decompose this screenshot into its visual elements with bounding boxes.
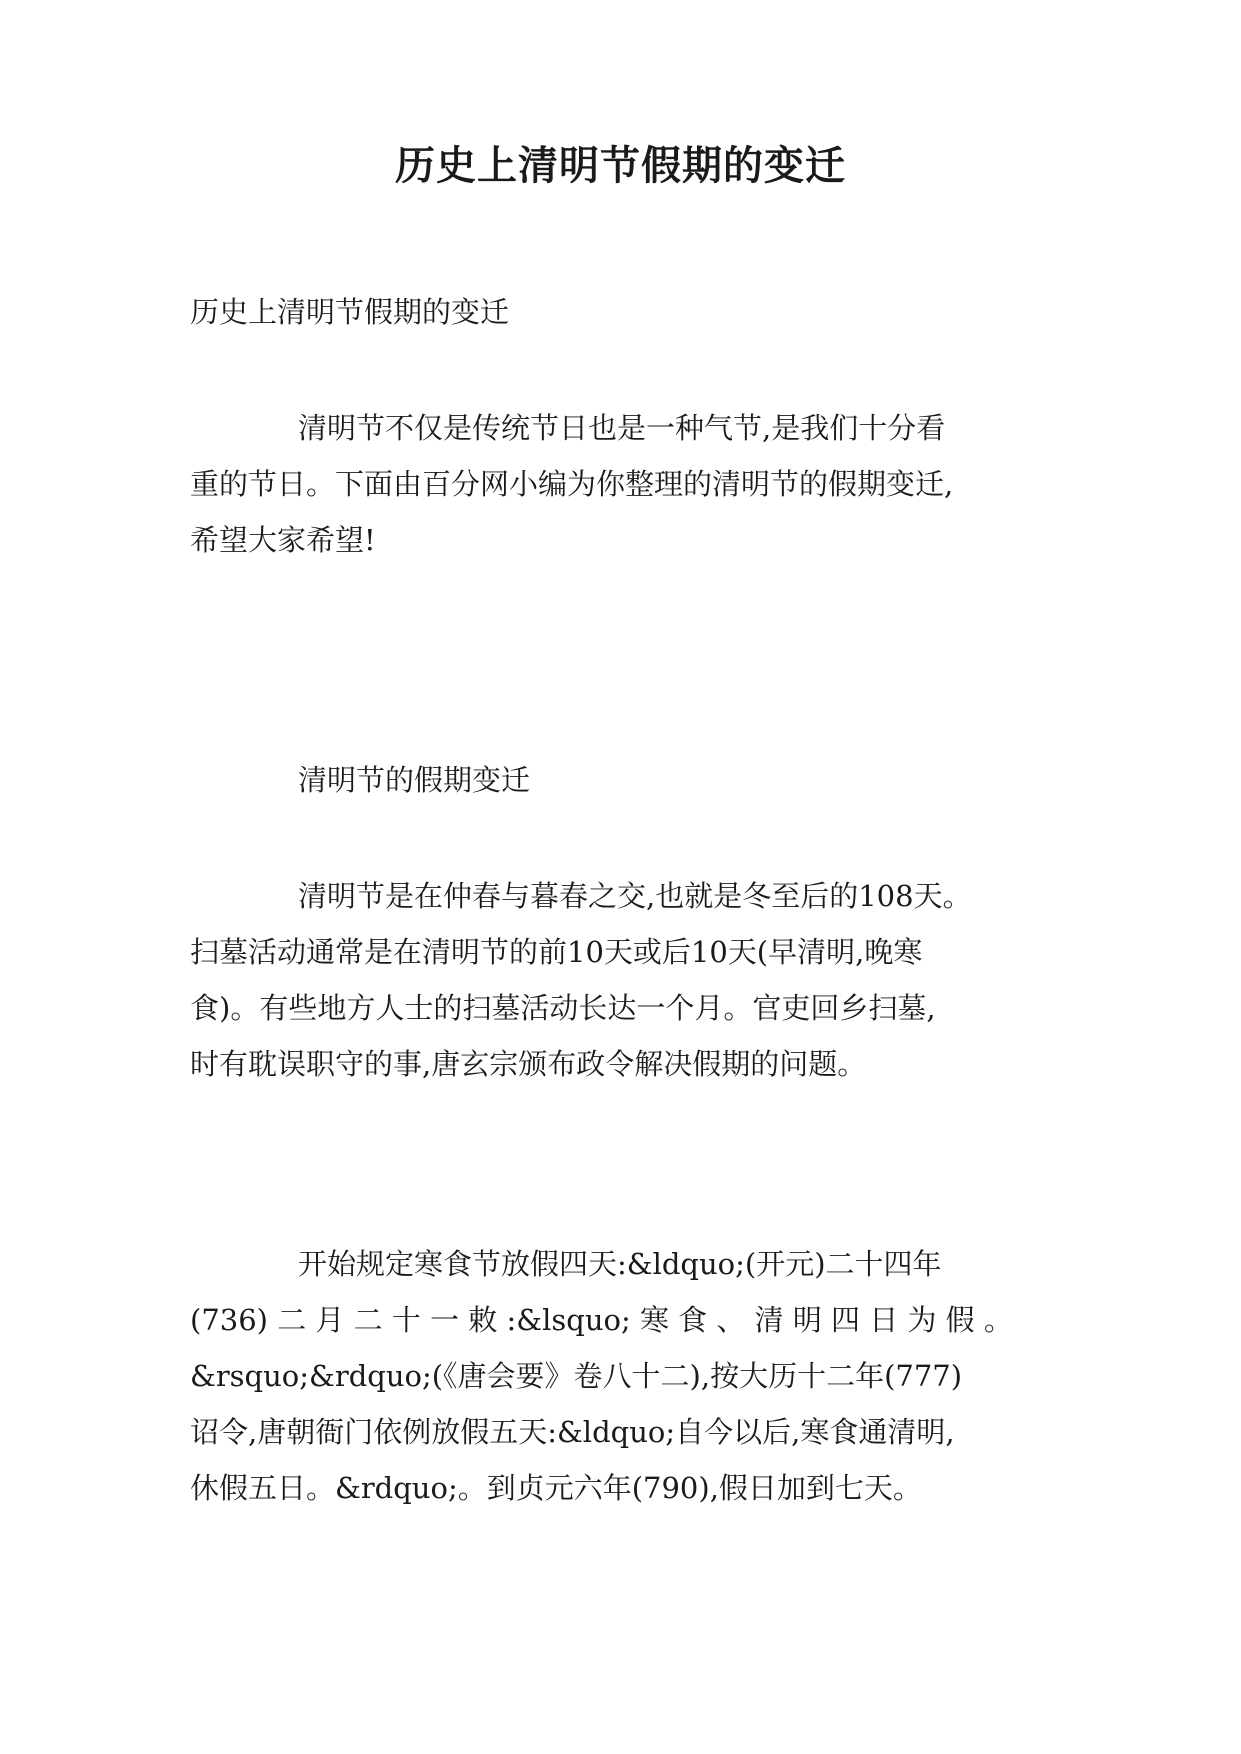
intro-paragraph — [190, 400, 1060, 568]
document-subtitle: 历史上清明节假期的变迁 — [190, 295, 510, 329]
intro-line: 重的节日。下面由百分网小编为你整理的清明节的假期变迁, — [190, 467, 954, 501]
body-line: &rsquo;&rdquo;(《唐会要》卷八十二),按大历十二年(777) — [190, 1359, 963, 1393]
section-heading: 清明节的假期变迁 — [298, 763, 531, 797]
body-paragraph-2 — [190, 1236, 1060, 1516]
body-line: 扫墓活动通常是在清明节的前10天或后10天(早清明,晚寒 — [190, 935, 923, 969]
body-paragraph-1 — [190, 868, 1060, 1092]
body-line: 食)。有些地方人士的扫墓活动长达一个月。官吏回乡扫墓, — [190, 991, 936, 1025]
body-line: (736) 二 月 二 十 一 敕 :&lsquo; 寒 食 、 清 明 四 日 为 假 。 — [190, 1303, 1013, 1337]
body-line: 清明节是在仲春与暮春之交,也就是冬至后的108天。 — [298, 879, 972, 913]
intro-line: 清明节不仅是传统节日也是一种气节,是我们十分看 — [298, 411, 946, 445]
body-line: 开始规定寒食节放假四天:&ldquo;(开元)二十四年 — [298, 1247, 942, 1281]
intro-line: 希望大家希望! — [190, 523, 376, 557]
body-line: 诏令,唐朝衙门依例放假五天:&ldquo;自今以后,寒食通清明, — [190, 1415, 955, 1449]
body-line: 时有耽误职守的事,唐玄宗颁布政令解决假期的问题。 — [190, 1047, 867, 1081]
body-line: 休假五日。&rdquo;。到贞元六年(790),假日加到七天。 — [190, 1471, 922, 1505]
document-title: 历史上清明节假期的变迁 — [395, 143, 846, 189]
